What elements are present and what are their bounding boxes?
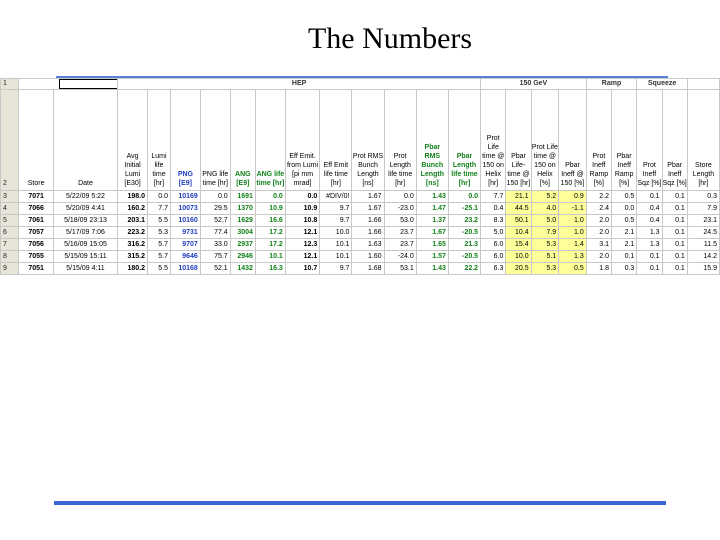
- bottom-rule: [54, 501, 666, 505]
- table-cell[interactable]: 316.2: [118, 239, 148, 251]
- table-cell[interactable]: 6.3: [481, 263, 506, 275]
- table-cell[interactable]: 5/16/09 15:05: [53, 239, 117, 251]
- table-cell[interactable]: 1.43: [416, 263, 448, 275]
- table-cell[interactable]: 5.5: [148, 263, 171, 275]
- table-cell[interactable]: 22.2: [448, 263, 480, 275]
- table-cell[interactable]: 16.6: [255, 215, 285, 227]
- table-cell[interactable]: 1.65: [416, 239, 448, 251]
- table-cell[interactable]: 5/17/09 7:06: [53, 227, 117, 239]
- table-cell[interactable]: 7.7: [148, 203, 171, 215]
- slide-title: The Numbers: [307, 22, 473, 55]
- column-header-row: [1, 90, 720, 191]
- table-cell[interactable]: 8.3: [481, 215, 506, 227]
- table-cell[interactable]: 33.0: [200, 239, 230, 251]
- table-cell[interactable]: 198.0: [118, 191, 148, 203]
- table-row: [1, 263, 720, 275]
- table-cell[interactable]: 1.4: [559, 239, 587, 251]
- table-cell[interactable]: -20.5: [448, 251, 480, 263]
- table-cell[interactable]: 10.1: [320, 239, 352, 251]
- column-header[interactable]: Prot Life time @ 150 on Helix [%]: [531, 90, 559, 191]
- table-cell[interactable]: 10168: [170, 263, 200, 275]
- table-cell[interactable]: 0.1: [637, 263, 662, 275]
- column-header[interactable]: Pbar Life-time @ 150 [hr]: [506, 90, 531, 191]
- table-cell[interactable]: 15.9: [687, 263, 719, 275]
- table-cell[interactable]: 44.5: [506, 203, 531, 215]
- row-number[interactable]: 9: [1, 263, 19, 275]
- table-cell[interactable]: 1.67: [416, 227, 448, 239]
- table-cell[interactable]: 5/20/09 4:41: [53, 203, 117, 215]
- table-cell[interactable]: 0.1: [662, 239, 687, 251]
- table-cell[interactable]: 5.7: [148, 251, 171, 263]
- group-150gev[interactable]: 150 GeV: [481, 79, 587, 90]
- column-header[interactable]: Store Length [hr]: [687, 90, 719, 191]
- table-cell[interactable]: 1.3: [559, 251, 587, 263]
- table-cell[interactable]: 10.0: [320, 227, 352, 239]
- table-cell[interactable]: 5.7: [148, 239, 171, 251]
- table-cell[interactable]: 10.9: [255, 203, 285, 215]
- table-cell[interactable]: 0.3: [612, 263, 637, 275]
- table-cell[interactable]: 7055: [19, 251, 53, 263]
- table-cell[interactable]: 5.1: [531, 251, 559, 263]
- column-header[interactable]: Prot RMS Bunch Length [ns]: [352, 90, 384, 191]
- table-cell[interactable]: 2.1: [612, 227, 637, 239]
- column-header[interactable]: Store: [19, 90, 53, 191]
- table-cell[interactable]: 9.7: [320, 215, 352, 227]
- table-cell[interactable]: 12.1: [285, 227, 319, 239]
- table-cell[interactable]: 12.3: [285, 239, 319, 251]
- table-cell[interactable]: 0.9: [559, 191, 587, 203]
- table-cell[interactable]: 1.67: [352, 191, 384, 203]
- row-number[interactable]: 2: [1, 90, 19, 191]
- table-cell[interactable]: 2937: [230, 239, 255, 251]
- table-cell[interactable]: 203.1: [118, 215, 148, 227]
- column-header[interactable]: Pbar Ineff Sqz [%]: [662, 90, 687, 191]
- table-cell[interactable]: 0.1: [637, 191, 662, 203]
- table-cell[interactable]: 1.3: [637, 239, 662, 251]
- table-cell[interactable]: 23.2: [448, 215, 480, 227]
- column-header[interactable]: ANG life time [hr]: [255, 90, 285, 191]
- table-cell[interactable]: 21.1: [506, 191, 531, 203]
- table-cell[interactable]: 1.68: [352, 263, 384, 275]
- table-cell[interactable]: 9646: [170, 251, 200, 263]
- table-cell[interactable]: 14.2: [687, 251, 719, 263]
- name-box-area: [19, 79, 118, 90]
- table-cell[interactable]: 5.3: [531, 263, 559, 275]
- table-cell[interactable]: 2946: [230, 251, 255, 263]
- table-cell[interactable]: 5.3: [531, 239, 559, 251]
- table-cell[interactable]: 0.0: [448, 191, 480, 203]
- column-header[interactable]: Pbar Length life time [hr]: [448, 90, 480, 191]
- table-cell[interactable]: -25.1: [448, 203, 480, 215]
- table-cell[interactable]: 1.3: [637, 227, 662, 239]
- table-cell[interactable]: 0.1: [662, 203, 687, 215]
- table-cell[interactable]: 223.2: [118, 227, 148, 239]
- table-cell[interactable]: 23.7: [384, 227, 416, 239]
- row-number[interactable]: 6: [1, 227, 19, 239]
- column-header[interactable]: Lumi life time [hr]: [148, 90, 171, 191]
- table-cell[interactable]: 160.2: [118, 203, 148, 215]
- table-cell[interactable]: 7051: [19, 263, 53, 275]
- row-number[interactable]: 8: [1, 251, 19, 263]
- table-cell[interactable]: 3004: [230, 227, 255, 239]
- column-header[interactable]: Eff Emit. from Lumi [pi mm mrad]: [285, 90, 319, 191]
- table-cell[interactable]: 12.1: [285, 251, 319, 263]
- group-squeeze[interactable]: Squeeze: [637, 79, 688, 90]
- column-header[interactable]: Eff Emit life time [hr]: [320, 90, 352, 191]
- table-cell[interactable]: 10.7: [285, 263, 319, 275]
- table-cell[interactable]: 77.4: [200, 227, 230, 239]
- table-cell[interactable]: 6.0: [481, 239, 506, 251]
- table-cell[interactable]: -24.0: [384, 251, 416, 263]
- table-row: [1, 227, 720, 239]
- table-cell[interactable]: 2.0: [586, 215, 611, 227]
- column-header[interactable]: ANG [E9]: [230, 90, 255, 191]
- table-cell[interactable]: 10.1: [255, 251, 285, 263]
- table-cell[interactable]: -20.5: [448, 227, 480, 239]
- table-cell[interactable]: 15.4: [506, 239, 531, 251]
- column-header[interactable]: PNG life time [hr]: [200, 90, 230, 191]
- table-cell[interactable]: 0.1: [662, 251, 687, 263]
- table-cell[interactable]: 9707: [170, 239, 200, 251]
- table-cell[interactable]: 6.0: [481, 251, 506, 263]
- table-row: [1, 203, 720, 215]
- spreadsheet: [0, 78, 720, 275]
- table-cell[interactable]: 5/15/09 15:11: [53, 251, 117, 263]
- table-cell[interactable]: 52.1: [200, 263, 230, 275]
- row-number[interactable]: 4: [1, 203, 19, 215]
- table-cell[interactable]: 0.4: [481, 203, 506, 215]
- table-cell[interactable]: 53.1: [384, 263, 416, 275]
- table-cell[interactable]: 1.8: [586, 263, 611, 275]
- table-cell[interactable]: 1.47: [416, 203, 448, 215]
- table-cell[interactable]: 0.0: [255, 191, 285, 203]
- empty-cell[interactable]: [687, 79, 719, 90]
- group-hep[interactable]: HEP: [118, 79, 481, 90]
- table-cell[interactable]: #DIV/0!: [320, 191, 352, 203]
- table-cell[interactable]: 53.0: [384, 215, 416, 227]
- table-cell[interactable]: 1.67: [352, 203, 384, 215]
- group-ramp[interactable]: Ramp: [586, 79, 637, 90]
- table-cell[interactable]: 0.1: [637, 251, 662, 263]
- column-header[interactable]: PNG [E9]: [170, 90, 200, 191]
- table-cell[interactable]: 0.3: [687, 191, 719, 203]
- table-cell[interactable]: 1.37: [416, 215, 448, 227]
- table-cell[interactable]: 9.7: [320, 203, 352, 215]
- table-cell[interactable]: 0.5: [612, 191, 637, 203]
- table-cell[interactable]: 7061: [19, 215, 53, 227]
- column-header[interactable]: Pbar Ineff Ramp [%]: [612, 90, 637, 191]
- table-row: [1, 251, 720, 263]
- table-cell[interactable]: 10.1: [320, 251, 352, 263]
- table-cell[interactable]: 2.0: [586, 251, 611, 263]
- table-cell[interactable]: 1691: [230, 191, 255, 203]
- table-cell[interactable]: 0.0: [200, 191, 230, 203]
- table-cell[interactable]: 180.2: [118, 263, 148, 275]
- table-cell[interactable]: 1.0: [559, 215, 587, 227]
- table-row: [1, 191, 720, 203]
- table-cell[interactable]: 3.1: [586, 239, 611, 251]
- table-cell[interactable]: 10160: [170, 215, 200, 227]
- table-cell[interactable]: -23.0: [384, 203, 416, 215]
- table-cell[interactable]: 1.57: [416, 251, 448, 263]
- table-cell[interactable]: 11.5: [687, 239, 719, 251]
- column-header[interactable]: Date: [53, 90, 117, 191]
- table-cell[interactable]: 20.5: [506, 263, 531, 275]
- table-cell[interactable]: 315.2: [118, 251, 148, 263]
- table-cell[interactable]: 24.5: [687, 227, 719, 239]
- table-cell[interactable]: 10073: [170, 203, 200, 215]
- column-header[interactable]: Prot Ineff Ramp [%]: [586, 90, 611, 191]
- table-cell[interactable]: 52.7: [200, 215, 230, 227]
- table-cell[interactable]: 5.0: [531, 215, 559, 227]
- table-cell[interactable]: 9731: [170, 227, 200, 239]
- row-number[interactable]: 7: [1, 239, 19, 251]
- table-cell[interactable]: 17.2: [255, 239, 285, 251]
- table-cell[interactable]: 1370: [230, 203, 255, 215]
- table-cell[interactable]: 5.3: [148, 227, 171, 239]
- table-cell[interactable]: 5.2: [531, 191, 559, 203]
- table-cell[interactable]: 10.4: [506, 227, 531, 239]
- table-cell[interactable]: 1.60: [352, 251, 384, 263]
- column-header[interactable]: Avg Initial Lumi [E30]: [118, 90, 148, 191]
- table-cell[interactable]: 5/18/09 23:13: [53, 215, 117, 227]
- table-cell[interactable]: 0.4: [637, 215, 662, 227]
- table-cell[interactable]: 7057: [19, 227, 53, 239]
- table-cell[interactable]: 0.4: [637, 203, 662, 215]
- table-cell[interactable]: 1.43: [416, 191, 448, 203]
- table-row: [1, 215, 720, 227]
- name-box[interactable]: [59, 79, 117, 89]
- table-cell[interactable]: 1629: [230, 215, 255, 227]
- table-cell[interactable]: 7.7: [481, 191, 506, 203]
- table-cell[interactable]: 0.0: [148, 191, 171, 203]
- table-cell[interactable]: 5/15/09 4:11: [53, 263, 117, 275]
- table-cell[interactable]: 0.5: [612, 215, 637, 227]
- table-cell[interactable]: 2.2: [586, 191, 611, 203]
- table-cell[interactable]: 50.1: [506, 215, 531, 227]
- table-cell[interactable]: 0.1: [662, 215, 687, 227]
- table-cell[interactable]: 10169: [170, 191, 200, 203]
- table-cell[interactable]: 1.0: [559, 227, 587, 239]
- column-header[interactable]: Pbar RMS Bunch Length [ns]: [416, 90, 448, 191]
- table-cell[interactable]: 1432: [230, 263, 255, 275]
- row-number[interactable]: 1: [1, 79, 19, 90]
- table-cell[interactable]: 10.9: [285, 203, 319, 215]
- table-cell[interactable]: 0.0: [384, 191, 416, 203]
- table-cell[interactable]: 29.5: [200, 203, 230, 215]
- table-cell[interactable]: 17.2: [255, 227, 285, 239]
- table-cell[interactable]: 0.0: [612, 203, 637, 215]
- table-cell[interactable]: 5.5: [148, 215, 171, 227]
- table-cell[interactable]: 0.0: [285, 191, 319, 203]
- table-cell[interactable]: 2.1: [612, 239, 637, 251]
- table-cell[interactable]: 1.63: [352, 239, 384, 251]
- table-cell[interactable]: 2.4: [586, 203, 611, 215]
- table-cell[interactable]: 23.1: [687, 215, 719, 227]
- table-cell[interactable]: 7066: [19, 203, 53, 215]
- table-cell[interactable]: 0.1: [662, 263, 687, 275]
- table-cell[interactable]: 0.1: [662, 227, 687, 239]
- table-cell[interactable]: 1.66: [352, 227, 384, 239]
- table-cell[interactable]: 10.0: [506, 251, 531, 263]
- table-cell[interactable]: 7.9: [531, 227, 559, 239]
- table-cell[interactable]: 5.0: [481, 227, 506, 239]
- table-cell[interactable]: 21.3: [448, 239, 480, 251]
- group-header-row: [1, 79, 720, 90]
- table-row: [1, 239, 720, 251]
- table-cell[interactable]: 7056: [19, 239, 53, 251]
- table-cell[interactable]: 16.3: [255, 263, 285, 275]
- table-cell[interactable]: 7.9: [687, 203, 719, 215]
- table-cell[interactable]: 0.1: [612, 251, 637, 263]
- column-header[interactable]: Pbar Ineff @ 150 [%]: [559, 90, 587, 191]
- table-cell[interactable]: 10.8: [285, 215, 319, 227]
- table-cell[interactable]: 0.1: [662, 191, 687, 203]
- table-cell[interactable]: 23.7: [384, 239, 416, 251]
- table-cell[interactable]: 0.5: [559, 263, 587, 275]
- table-cell[interactable]: 1.66: [352, 215, 384, 227]
- table-cell[interactable]: -1.1: [559, 203, 587, 215]
- row-number[interactable]: 5: [1, 215, 19, 227]
- column-header[interactable]: Prot Ineff Sqz [%]: [637, 90, 662, 191]
- table-cell[interactable]: 4.0: [531, 203, 559, 215]
- table-cell[interactable]: 2.0: [586, 227, 611, 239]
- table-cell[interactable]: 5/22/09 5:22: [53, 191, 117, 203]
- column-header[interactable]: Prot Length life time [hr]: [384, 90, 416, 191]
- table-cell[interactable]: 7071: [19, 191, 53, 203]
- column-header[interactable]: Prot Life time @ 150 on Helix [hr]: [481, 90, 506, 191]
- row-number[interactable]: 3: [1, 191, 19, 203]
- table-cell[interactable]: 9.7: [320, 263, 352, 275]
- table-cell[interactable]: 75.7: [200, 251, 230, 263]
